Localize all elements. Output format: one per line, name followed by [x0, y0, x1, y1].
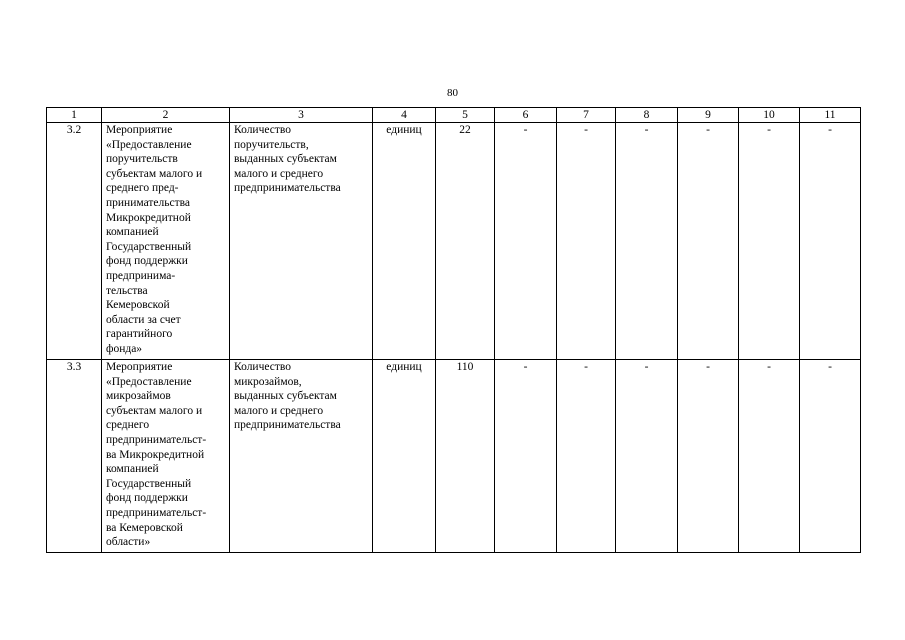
value-cell: - [557, 123, 616, 360]
event-line: субъектам малого и [106, 404, 203, 417]
value-cell: - [495, 360, 557, 553]
data-table [46, 107, 861, 553]
event-line: гарантийного [106, 328, 173, 341]
column-header: 1 [47, 108, 102, 123]
value-cell: - [616, 123, 678, 360]
event-line: микрозаймов [106, 390, 171, 403]
column-header: 3 [230, 108, 373, 123]
event-cell [102, 360, 230, 553]
column-header: 10 [739, 108, 800, 123]
event-line: тельства [106, 284, 148, 297]
event-line: «Предоставление [106, 138, 192, 151]
indicator-line: микрозаймов, [234, 375, 302, 388]
indicator-line: выданных субъектам [234, 390, 337, 403]
event-line: ва Кемеровской [106, 521, 183, 534]
value-cell: - [739, 123, 800, 360]
indicator-line: Количество [234, 124, 291, 136]
indicator-line: малого и среднего [234, 167, 324, 180]
indicator-line: предпринимательства [234, 182, 341, 195]
value-cell: - [616, 360, 678, 553]
event-line: компанией [106, 463, 159, 476]
column-header: 4 [373, 108, 436, 123]
indicator-line: выданных субъектам [234, 153, 337, 166]
event-line: Мероприятие [106, 361, 173, 373]
event-line: «Предоставление [106, 375, 192, 388]
event-line: фонда» [106, 342, 143, 355]
event-line: поручительств [106, 153, 178, 166]
value-cell: - [739, 360, 800, 553]
column-header: 9 [678, 108, 739, 123]
event-line: предпринимательст- [106, 506, 207, 519]
event-line: Микрокредитной [106, 211, 191, 224]
event-line: субъектам малого и [106, 167, 203, 180]
table-row [47, 360, 861, 553]
page-number: 80 [447, 87, 458, 99]
event-line: Кемеровской [106, 299, 170, 312]
value-cell: 110 [436, 360, 495, 553]
event-line: среднего пред- [106, 182, 179, 195]
value-cell: - [678, 360, 739, 553]
unit-cell: единиц [373, 123, 436, 360]
event-line: компанией [106, 226, 159, 239]
event-line: предпринима- [106, 269, 176, 282]
indicator-line: малого и среднего [234, 404, 324, 417]
value-cell: 22 [436, 123, 495, 360]
indicator-line: поручительств, [234, 138, 309, 151]
unit-cell: единиц [373, 360, 436, 553]
event-line: принимательства [106, 196, 190, 209]
row-number: 3.3 [47, 360, 102, 553]
indicator-line: Количество [234, 361, 291, 373]
event-line: предпринимательст- [106, 433, 207, 446]
column-header: 11 [800, 108, 861, 123]
event-line: среднего [106, 419, 150, 432]
value-cell: - [557, 360, 616, 553]
row-number: 3.2 [47, 123, 102, 360]
column-header: 5 [436, 108, 495, 123]
value-cell: - [800, 360, 861, 553]
event-line: Государственный [106, 477, 192, 490]
indicator-line: предпринимательства [234, 419, 341, 432]
value-cell: - [495, 123, 557, 360]
column-header: 6 [495, 108, 557, 123]
table-header-row [47, 108, 861, 123]
event-line: области за счет [106, 313, 181, 326]
indicator-cell [230, 123, 373, 360]
event-line: ва Микрокредитной [106, 448, 205, 461]
event-line: фонд поддержки [106, 492, 188, 505]
event-line: Государственный [106, 240, 192, 253]
table-row [47, 123, 861, 360]
column-header: 8 [616, 108, 678, 123]
event-line: области» [106, 536, 151, 549]
event-cell [102, 123, 230, 360]
value-cell: - [678, 123, 739, 360]
column-header: 7 [557, 108, 616, 123]
column-header: 2 [102, 108, 230, 123]
value-cell: - [800, 123, 861, 360]
event-line: фонд поддержки [106, 255, 188, 268]
indicator-cell [230, 360, 373, 553]
event-line: Мероприятие [106, 124, 173, 136]
